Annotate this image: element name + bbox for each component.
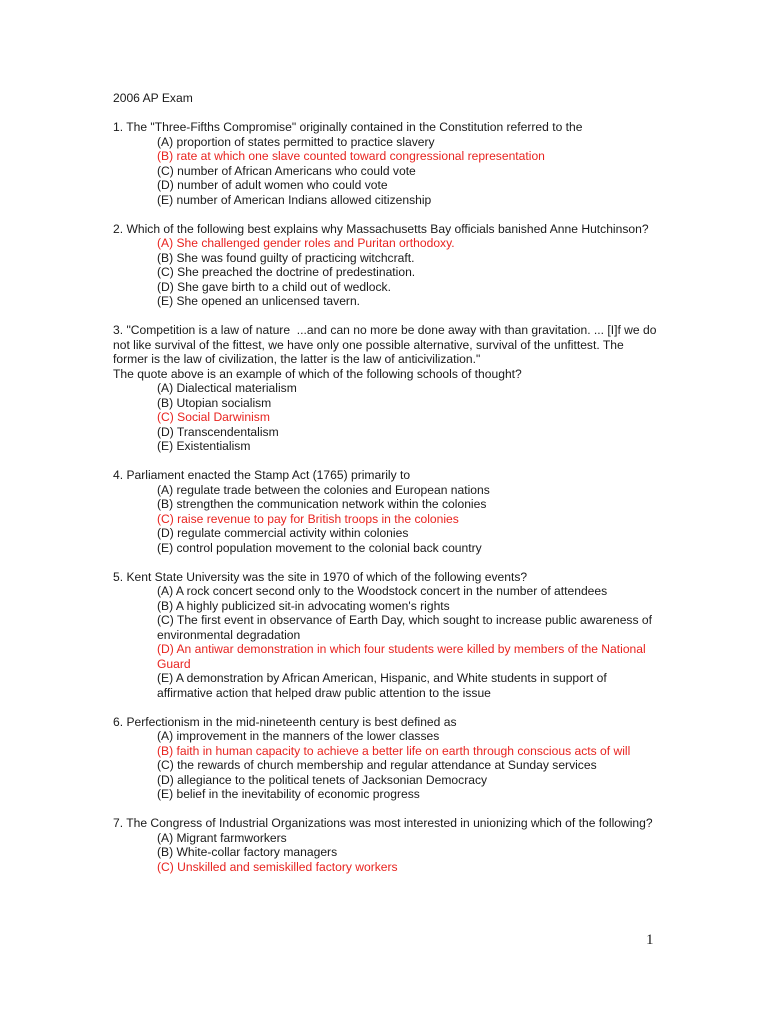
answer-choices <box>113 584 658 700</box>
question-3 <box>113 323 658 454</box>
answer-choices <box>113 483 658 556</box>
answer-choice-correct: (B) rate at which one slave counted toward congressional representation <box>157 149 545 163</box>
answer-choice: (B) She was found guilty of practicing witchcraft. <box>157 250 415 265</box>
answer-choice: (C) the rewards of church membership and regular attendance at Sunday services <box>157 758 597 772</box>
answer-choice-correct: (A) She challenged gender roles and Puritan orthodoxy. <box>157 236 455 250</box>
answer-choice: (B) Utopian socialism <box>157 395 272 410</box>
answer-choice: (E) Existentialism <box>157 439 251 453</box>
answer-choice-correct: (C) Social Darwinism <box>157 410 270 424</box>
answer-choices <box>113 729 658 802</box>
answer-choice: (D) She gave birth to a child out of wedlock. <box>157 279 391 294</box>
question-1 <box>113 120 658 207</box>
answer-choice: (E) belief in the inevitability of economic progress <box>157 787 420 801</box>
answer-choices <box>113 831 658 875</box>
question-5 <box>113 570 658 701</box>
question-stem: 1. The "Three-Fifths Compromise" originally contained in the Constitution referred to the <box>113 120 583 134</box>
answer-choice: (A) Dialectical materialism <box>157 381 297 395</box>
answer-choice: (B) White-collar factory managers <box>157 845 338 859</box>
answer-choice: (A) Migrant farmworkers <box>157 830 287 845</box>
answer-choice: (D) regulate commercial activity within colonies <box>157 526 409 540</box>
question-7 <box>113 816 658 874</box>
answer-choice-correct: (C) Unskilled and semiskilled factory workers <box>157 859 398 874</box>
question-stem: 2. Which of the following best explains why Massachusetts Bay officials banished Anne Hutchinson? <box>113 221 649 236</box>
answer-choice: (A) regulate trade between the colonies and European nations <box>157 482 490 497</box>
answer-choice: (E) number of American Indians allowed citizenship <box>157 192 432 207</box>
answer-choice: (D) number of adult women who could vote <box>157 178 388 192</box>
question-stem: 3. "Competition is a law of nature ...and can no more be done away with than gravitation. ... [I]f we do not like survival of the fittest, we have only one possible alternative, survival of the unfittest. The former is the law of civilization, the latter is the law of anticivilization." The quote above is an example of which of the following schools of thought? <box>113 323 657 381</box>
answer-choices <box>113 236 658 309</box>
question-stem: 7. The Congress of Industrial Organizations was most interested in unionizing which of the following? <box>113 816 653 830</box>
question-stem: 6. Perfectionism in the mid-nineteenth century is best defined as <box>113 714 457 729</box>
question-2 <box>113 222 658 309</box>
answer-choice: (E) A demonstration by African American, Hispanic, and White students in support of affirmative action that helped draw public attention to the issue <box>157 671 607 700</box>
exam-page <box>113 91 658 889</box>
answer-choice: (C) number of African Americans who could vote <box>157 163 416 178</box>
question-6 <box>113 715 658 802</box>
answer-choice-correct: (D) An antiwar demonstration in which four students were killed by members of the National Guard <box>157 642 646 671</box>
answer-choice: (C) She preached the doctrine of predestination. <box>157 265 416 279</box>
answer-choice: (A) proportion of states permitted to practice slavery <box>157 134 435 149</box>
page-title: 2006 AP Exam <box>113 91 193 105</box>
question-4 <box>113 468 658 555</box>
answer-choices <box>113 381 658 454</box>
page-number: 1 <box>646 932 654 948</box>
answer-choice-correct: (C) raise revenue to pay for British troops in the colonies <box>157 511 459 526</box>
answer-choices <box>113 135 658 208</box>
answer-choice: (B) A highly publicized sit-in advocating women's rights <box>157 598 450 613</box>
answer-choice: (C) The first event in observance of Earth Day, which sought to increase public awareness of environmental degradation <box>157 613 652 642</box>
answer-choice: (E) She opened an unlicensed tavern. <box>157 294 361 308</box>
answer-choice-correct: (B) faith in human capacity to achieve a better life on earth through conscious acts of will <box>157 743 631 758</box>
answer-choice: (D) Transcendentalism <box>157 424 279 439</box>
question-stem: 4. Parliament enacted the Stamp Act (1765) primarily to <box>113 468 411 482</box>
answer-choice: (A) A rock concert second only to the Woodstock concert in the number of attendees <box>157 584 608 598</box>
answer-choice: (E) control population movement to the colonial back country <box>157 540 482 555</box>
answer-choice: (B) strengthen the communication network within the colonies <box>157 497 487 511</box>
answer-choice: (D) allegiance to the political tenets of Jacksonian Democracy <box>157 772 488 787</box>
answer-choice: (A) improvement in the manners of the lower classes <box>157 729 440 743</box>
question-stem: 5. Kent State University was the site in 1970 of which of the following events? <box>113 569 528 584</box>
